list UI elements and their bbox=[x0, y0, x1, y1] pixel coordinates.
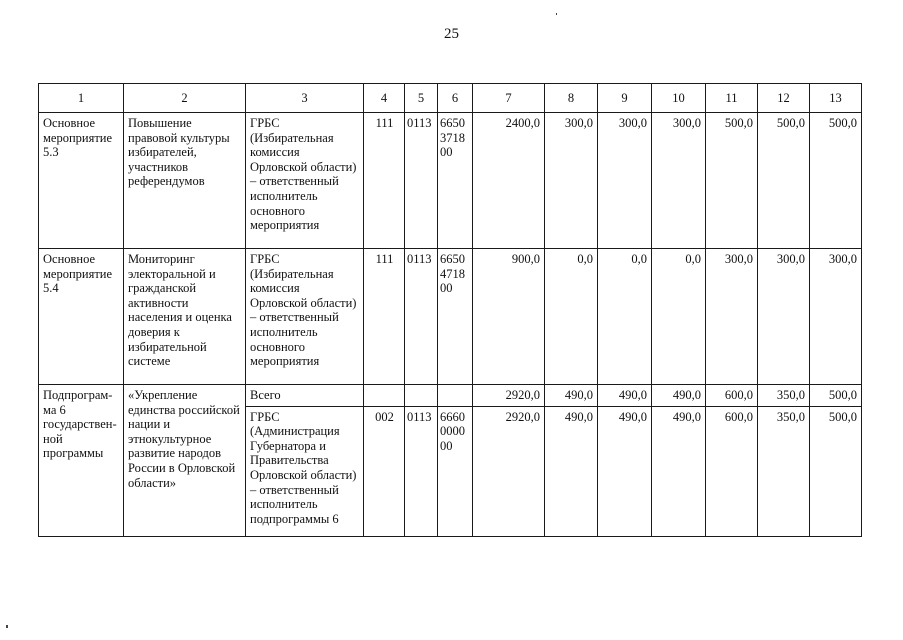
value-cell: 300,0 bbox=[758, 249, 810, 385]
value-cell: 500,0 bbox=[810, 113, 862, 249]
value-cell: 500,0 bbox=[758, 113, 810, 249]
table-header-row bbox=[39, 84, 862, 113]
code-cell: 0113 bbox=[405, 249, 438, 385]
column-header: 6 bbox=[438, 84, 473, 113]
value-cell: 300,0 bbox=[706, 249, 758, 385]
table-row bbox=[39, 249, 862, 385]
code-cell: 6650 3718 00 bbox=[438, 113, 473, 249]
column-header: 1 bbox=[39, 84, 124, 113]
value-cell: 600,0 bbox=[706, 385, 758, 407]
code-cell: 002 bbox=[364, 406, 405, 536]
value-cell: 2920,0 bbox=[473, 406, 545, 536]
value-cell: 600,0 bbox=[706, 406, 758, 536]
measure-cell: Подпрограм-ма 6 государствен-ной программы bbox=[39, 385, 124, 537]
value-cell: 0,0 bbox=[545, 249, 598, 385]
code-cell bbox=[405, 385, 438, 407]
budget-table bbox=[38, 83, 862, 537]
value-cell: 490,0 bbox=[652, 406, 706, 536]
value-cell: 500,0 bbox=[810, 385, 862, 407]
code-cell: 0113 bbox=[405, 113, 438, 249]
value-cell: 490,0 bbox=[545, 406, 598, 536]
value-cell: 2400,0 bbox=[473, 113, 545, 249]
column-header: 7 bbox=[473, 84, 545, 113]
value-cell: 300,0 bbox=[545, 113, 598, 249]
executor-cell: ГРБС (Администрация Губернатора и Правительства Орловской области) – ответственный исполнитель подпрограммы 6 bbox=[246, 406, 364, 536]
column-header: 11 bbox=[706, 84, 758, 113]
measure-cell: Основное мероприятие 5.3 bbox=[39, 113, 124, 249]
executor-cell: ГРБС (Избирательная комиссия Орловской области) – ответственный исполнитель основного мероприятия bbox=[246, 249, 364, 385]
value-cell: 300,0 bbox=[810, 249, 862, 385]
column-header: 4 bbox=[364, 84, 405, 113]
code-cell: 6660 0000 00 bbox=[438, 406, 473, 536]
code-cell bbox=[364, 385, 405, 407]
scan-speck bbox=[556, 13, 557, 15]
code-cell: 111 bbox=[364, 249, 405, 385]
column-header: 8 bbox=[545, 84, 598, 113]
column-header: 12 bbox=[758, 84, 810, 113]
value-cell: 500,0 bbox=[706, 113, 758, 249]
page-number: 25 bbox=[444, 26, 459, 42]
value-cell: 300,0 bbox=[652, 113, 706, 249]
column-header: 5 bbox=[405, 84, 438, 113]
measure-name-cell: Повышение правовой культуры избирателей, участников референдумов bbox=[124, 113, 246, 249]
value-cell: 490,0 bbox=[652, 385, 706, 407]
value-cell: 490,0 bbox=[598, 406, 652, 536]
table-row bbox=[39, 113, 862, 249]
executor-cell: Всего bbox=[246, 385, 364, 407]
measure-name-cell: Мониторинг электоральной и гражданской активности населения и оценка доверия к избирательной системе bbox=[124, 249, 246, 385]
value-cell: 350,0 bbox=[758, 385, 810, 407]
executor-cell: ГРБС (Избирательная комиссия Орловской области) – ответственный исполнитель основного мероприятия bbox=[246, 113, 364, 249]
table-row bbox=[39, 385, 862, 407]
column-header: 9 bbox=[598, 84, 652, 113]
value-cell: 500,0 bbox=[810, 406, 862, 536]
column-header: 3 bbox=[246, 84, 364, 113]
scan-speck bbox=[6, 625, 8, 628]
code-cell: 6650 4718 00 bbox=[438, 249, 473, 385]
value-cell: 0,0 bbox=[598, 249, 652, 385]
measure-name-cell: «Укрепление единства российской нации и этнокультурное развитие народов России в Орловской области» bbox=[124, 385, 246, 537]
value-cell: 490,0 bbox=[545, 385, 598, 407]
value-cell: 0,0 bbox=[652, 249, 706, 385]
value-cell: 490,0 bbox=[598, 385, 652, 407]
column-header: 2 bbox=[124, 84, 246, 113]
measure-cell: Основное мероприятие 5.4 bbox=[39, 249, 124, 385]
value-cell: 300,0 bbox=[598, 113, 652, 249]
code-cell: 0113 bbox=[405, 406, 438, 536]
code-cell bbox=[438, 385, 473, 407]
value-cell: 900,0 bbox=[473, 249, 545, 385]
column-header: 10 bbox=[652, 84, 706, 113]
code-cell: 111 bbox=[364, 113, 405, 249]
value-cell: 350,0 bbox=[758, 406, 810, 536]
column-header: 13 bbox=[810, 84, 862, 113]
value-cell: 2920,0 bbox=[473, 385, 545, 407]
